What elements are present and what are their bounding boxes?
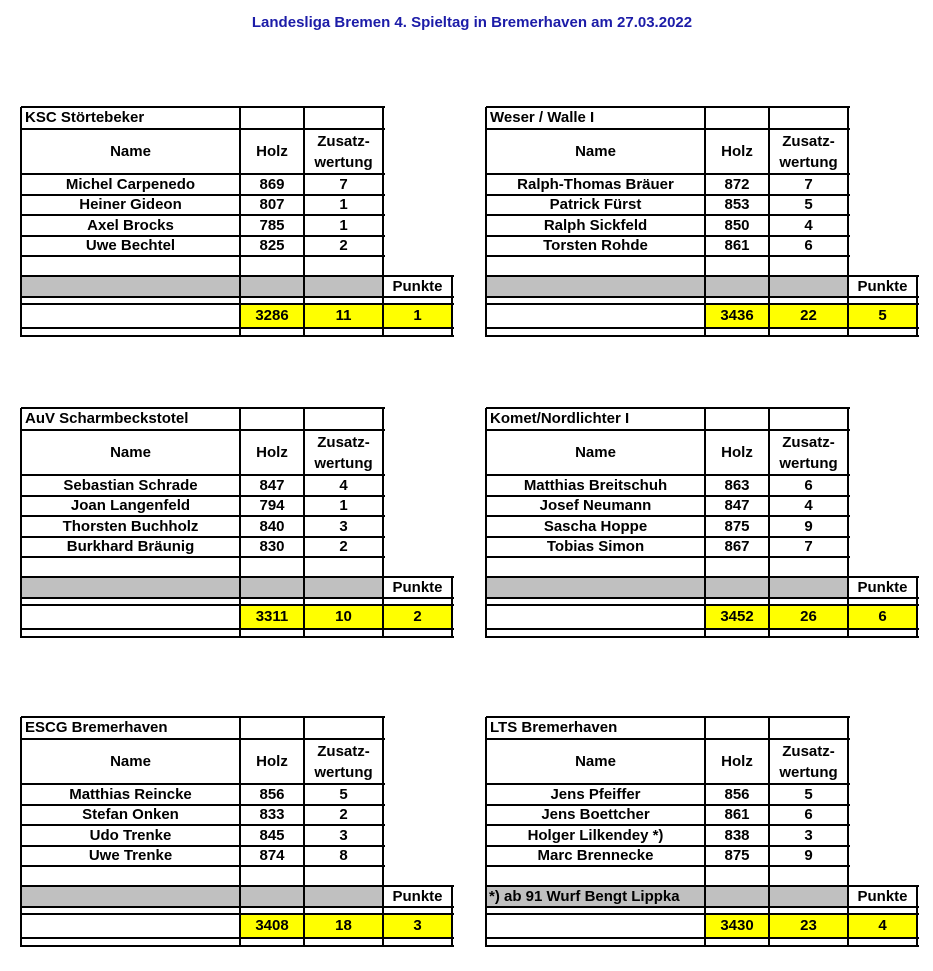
team-name: ESCG Bremerhaven	[25, 719, 168, 736]
player-zusatzwertung: 7	[339, 175, 348, 193]
column-header-zusatz-line1: Zusatz-	[317, 433, 370, 451]
punkte-label: Punkte	[392, 887, 443, 905]
player-zusatzwertung: 1	[339, 216, 348, 234]
player-zusatzwertung: 6	[804, 476, 813, 494]
column-header-holz: Holz	[256, 752, 288, 770]
player-name: Burkhard Bräunig	[66, 538, 195, 555]
player-zusatzwertung: 2	[339, 806, 348, 823]
column-header-zusatz-line2: wertung	[314, 153, 373, 171]
column-header-zusatzwertung	[769, 739, 848, 784]
team-table-auv-scharmbeckstotel	[21, 408, 455, 642]
column-header-zusatz-line1: Zusatz-	[317, 742, 370, 760]
player-name: Sascha Hoppe	[543, 517, 648, 535]
total-holz: 3311	[255, 608, 289, 625]
player-name: Michel Carpenedo	[65, 175, 196, 193]
team-punkte: 4	[878, 917, 887, 934]
grid-line	[21, 335, 454, 337]
column-header-zusatz-line1: Zusatz-	[782, 433, 835, 451]
player-holz: 833	[259, 806, 285, 823]
player-name: Sebastian Schrade	[63, 476, 198, 494]
player-zusatzwertung: 6	[804, 806, 813, 823]
player-zusatzwertung: 2	[339, 538, 348, 555]
team-name: Weser / Walle I	[490, 109, 595, 126]
player-zusatzwertung: 9	[804, 517, 813, 535]
player-name: Torsten Rohde	[543, 237, 648, 254]
player-zusatzwertung: 4	[804, 497, 813, 514]
team-table-weser-walle	[486, 107, 920, 341]
punkte-label: Punkte	[857, 887, 908, 905]
player-holz: 845	[259, 826, 285, 844]
team-name: LTS Bremerhaven	[490, 719, 618, 736]
column-header-holz: Holz	[721, 752, 753, 770]
grid-line	[486, 335, 919, 337]
total-holz: 3408	[255, 917, 289, 934]
player-holz: 856	[259, 785, 285, 803]
player-zusatzwertung: 3	[339, 517, 348, 535]
player-name: Holger Lilkendey *)	[527, 826, 664, 844]
team-punkte: 6	[878, 608, 887, 625]
column-header-zusatz-line1: Zusatz-	[782, 132, 835, 150]
player-holz: 838	[724, 826, 750, 844]
total-holz: 3436	[720, 307, 754, 324]
player-holz: 874	[259, 847, 285, 864]
player-name: Axel Brocks	[87, 216, 174, 234]
column-header-zusatzwertung	[304, 739, 383, 784]
footnote	[21, 276, 304, 297]
player-zusatzwertung: 7	[804, 538, 813, 555]
player-holz: 785	[259, 216, 285, 234]
punkte-label: Punkte	[857, 578, 908, 596]
player-name: Jens Pfeiffer	[550, 785, 641, 803]
player-holz: 856	[724, 785, 750, 803]
player-name: Uwe Bechtel	[85, 237, 176, 254]
player-zusatzwertung: 9	[804, 847, 813, 864]
total-zusatzwertung: 23	[800, 917, 817, 934]
team-table-lts-bremerhaven	[486, 717, 920, 951]
player-holz: 847	[259, 476, 285, 494]
total-zusatzwertung: 11	[335, 307, 352, 324]
team-name: AuV Scharmbeckstotel	[25, 410, 189, 427]
column-header-zusatz-line2: wertung	[779, 153, 838, 171]
player-zusatzwertung: 3	[804, 826, 813, 844]
player-holz: 861	[724, 806, 750, 823]
player-name: Josef Neumann	[539, 497, 652, 514]
footnote: *) ab 91 Wurf Bengt Lippka	[489, 887, 680, 905]
player-holz: 807	[259, 196, 285, 213]
player-name: Ralph Sickfeld	[543, 216, 648, 234]
player-holz: 853	[724, 196, 750, 213]
player-name: Uwe Trenke	[88, 847, 173, 864]
column-header-name: Name	[575, 752, 616, 770]
page-title: Landesliga Bremen 4. Spieltag in Bremerhaven am 27.03.2022	[251, 14, 693, 31]
column-header-zusatz-line2: wertung	[314, 763, 373, 781]
player-zusatzwertung: 5	[339, 785, 348, 803]
player-zusatzwertung: 1	[339, 497, 348, 514]
footnote	[486, 577, 769, 598]
player-holz: 875	[724, 847, 750, 864]
player-zusatzwertung: 1	[339, 196, 348, 213]
column-header-holz: Holz	[256, 142, 288, 160]
player-name: Matthias Breitschuh	[523, 476, 668, 494]
column-header-zusatz-line2: wertung	[779, 763, 838, 781]
team-table-escg-bremerhaven	[21, 717, 455, 951]
player-holz: 830	[259, 538, 285, 555]
player-zusatzwertung: 5	[804, 785, 813, 803]
total-zusatzwertung: 18	[335, 917, 352, 934]
team-name: Komet/Nordlichter I	[490, 410, 630, 427]
column-header-zusatz-line2: wertung	[314, 454, 373, 472]
player-holz: 875	[724, 517, 750, 535]
grid-line	[21, 636, 454, 638]
player-zusatzwertung: 6	[804, 237, 813, 254]
player-name: Marc Brennecke	[537, 847, 654, 864]
footnote	[21, 577, 304, 598]
punkte-label: Punkte	[857, 277, 908, 295]
player-zusatzwertung: 2	[339, 237, 348, 254]
column-header-zusatzwertung	[304, 129, 383, 174]
total-zusatzwertung: 22	[800, 307, 817, 324]
team-table-ksc-stoertebeker	[21, 107, 455, 341]
punkte-label: Punkte	[392, 578, 443, 596]
player-name: Thorsten Buchholz	[62, 517, 199, 535]
player-name: Patrick Fürst	[549, 196, 642, 213]
player-name: Stefan Onken	[82, 806, 179, 823]
player-holz: 847	[724, 497, 750, 514]
player-holz: 872	[724, 175, 750, 193]
column-header-zusatzwertung	[769, 129, 848, 174]
player-zusatzwertung: 5	[804, 196, 813, 213]
player-holz: 850	[724, 216, 750, 234]
team-punkte: 5	[878, 307, 887, 324]
player-holz: 825	[259, 237, 285, 254]
player-holz: 861	[724, 237, 750, 254]
player-holz: 863	[724, 476, 750, 494]
player-name: Ralph-Thomas Bräuer	[517, 175, 674, 193]
player-zusatzwertung: 8	[339, 847, 348, 864]
column-header-holz: Holz	[721, 142, 753, 160]
player-name: Heiner Gideon	[79, 196, 182, 213]
player-holz: 869	[259, 175, 285, 193]
footnote	[486, 276, 769, 297]
player-zusatzwertung: 7	[804, 175, 813, 193]
team-punkte: 2	[413, 608, 422, 625]
team-punkte: 3	[413, 917, 422, 934]
grid-line	[486, 945, 919, 947]
column-header-name: Name	[110, 142, 151, 160]
column-header-holz: Holz	[256, 443, 288, 461]
total-holz: 3452	[720, 608, 754, 625]
team-table-komet-nordlichter	[486, 408, 920, 642]
total-zusatzwertung: 10	[335, 608, 352, 625]
footnote	[21, 886, 304, 907]
column-header-zusatz-line1: Zusatz-	[317, 132, 370, 150]
team-name: KSC Störtebeker	[25, 109, 145, 126]
player-zusatzwertung: 4	[804, 216, 813, 234]
team-punkte: 1	[413, 307, 422, 324]
grid-line	[486, 636, 919, 638]
total-holz: 3286	[255, 307, 289, 324]
total-zusatzwertung: 26	[800, 608, 817, 625]
column-header-name: Name	[110, 752, 151, 770]
player-name: Tobias Simon	[546, 538, 645, 555]
player-name: Matthias Reincke	[69, 785, 192, 803]
column-header-zusatz-line2: wertung	[779, 454, 838, 472]
player-name: Joan Langenfeld	[70, 497, 191, 514]
player-holz: 867	[724, 538, 750, 555]
column-header-zusatzwertung	[769, 430, 848, 475]
player-holz: 840	[259, 517, 285, 535]
grid-line	[21, 945, 454, 947]
player-name: Jens Boettcher	[541, 806, 650, 823]
column-header-holz: Holz	[721, 443, 753, 461]
total-holz: 3430	[720, 917, 754, 934]
column-header-name: Name	[110, 443, 151, 461]
column-header-zusatzwertung	[304, 430, 383, 475]
player-holz: 794	[259, 497, 285, 514]
column-header-name: Name	[575, 443, 616, 461]
punkte-label: Punkte	[392, 277, 443, 295]
player-name: Udo Trenke	[89, 826, 172, 844]
column-header-zusatz-line1: Zusatz-	[782, 742, 835, 760]
player-zusatzwertung: 3	[339, 826, 348, 844]
player-zusatzwertung: 4	[339, 476, 348, 494]
column-header-name: Name	[575, 142, 616, 160]
